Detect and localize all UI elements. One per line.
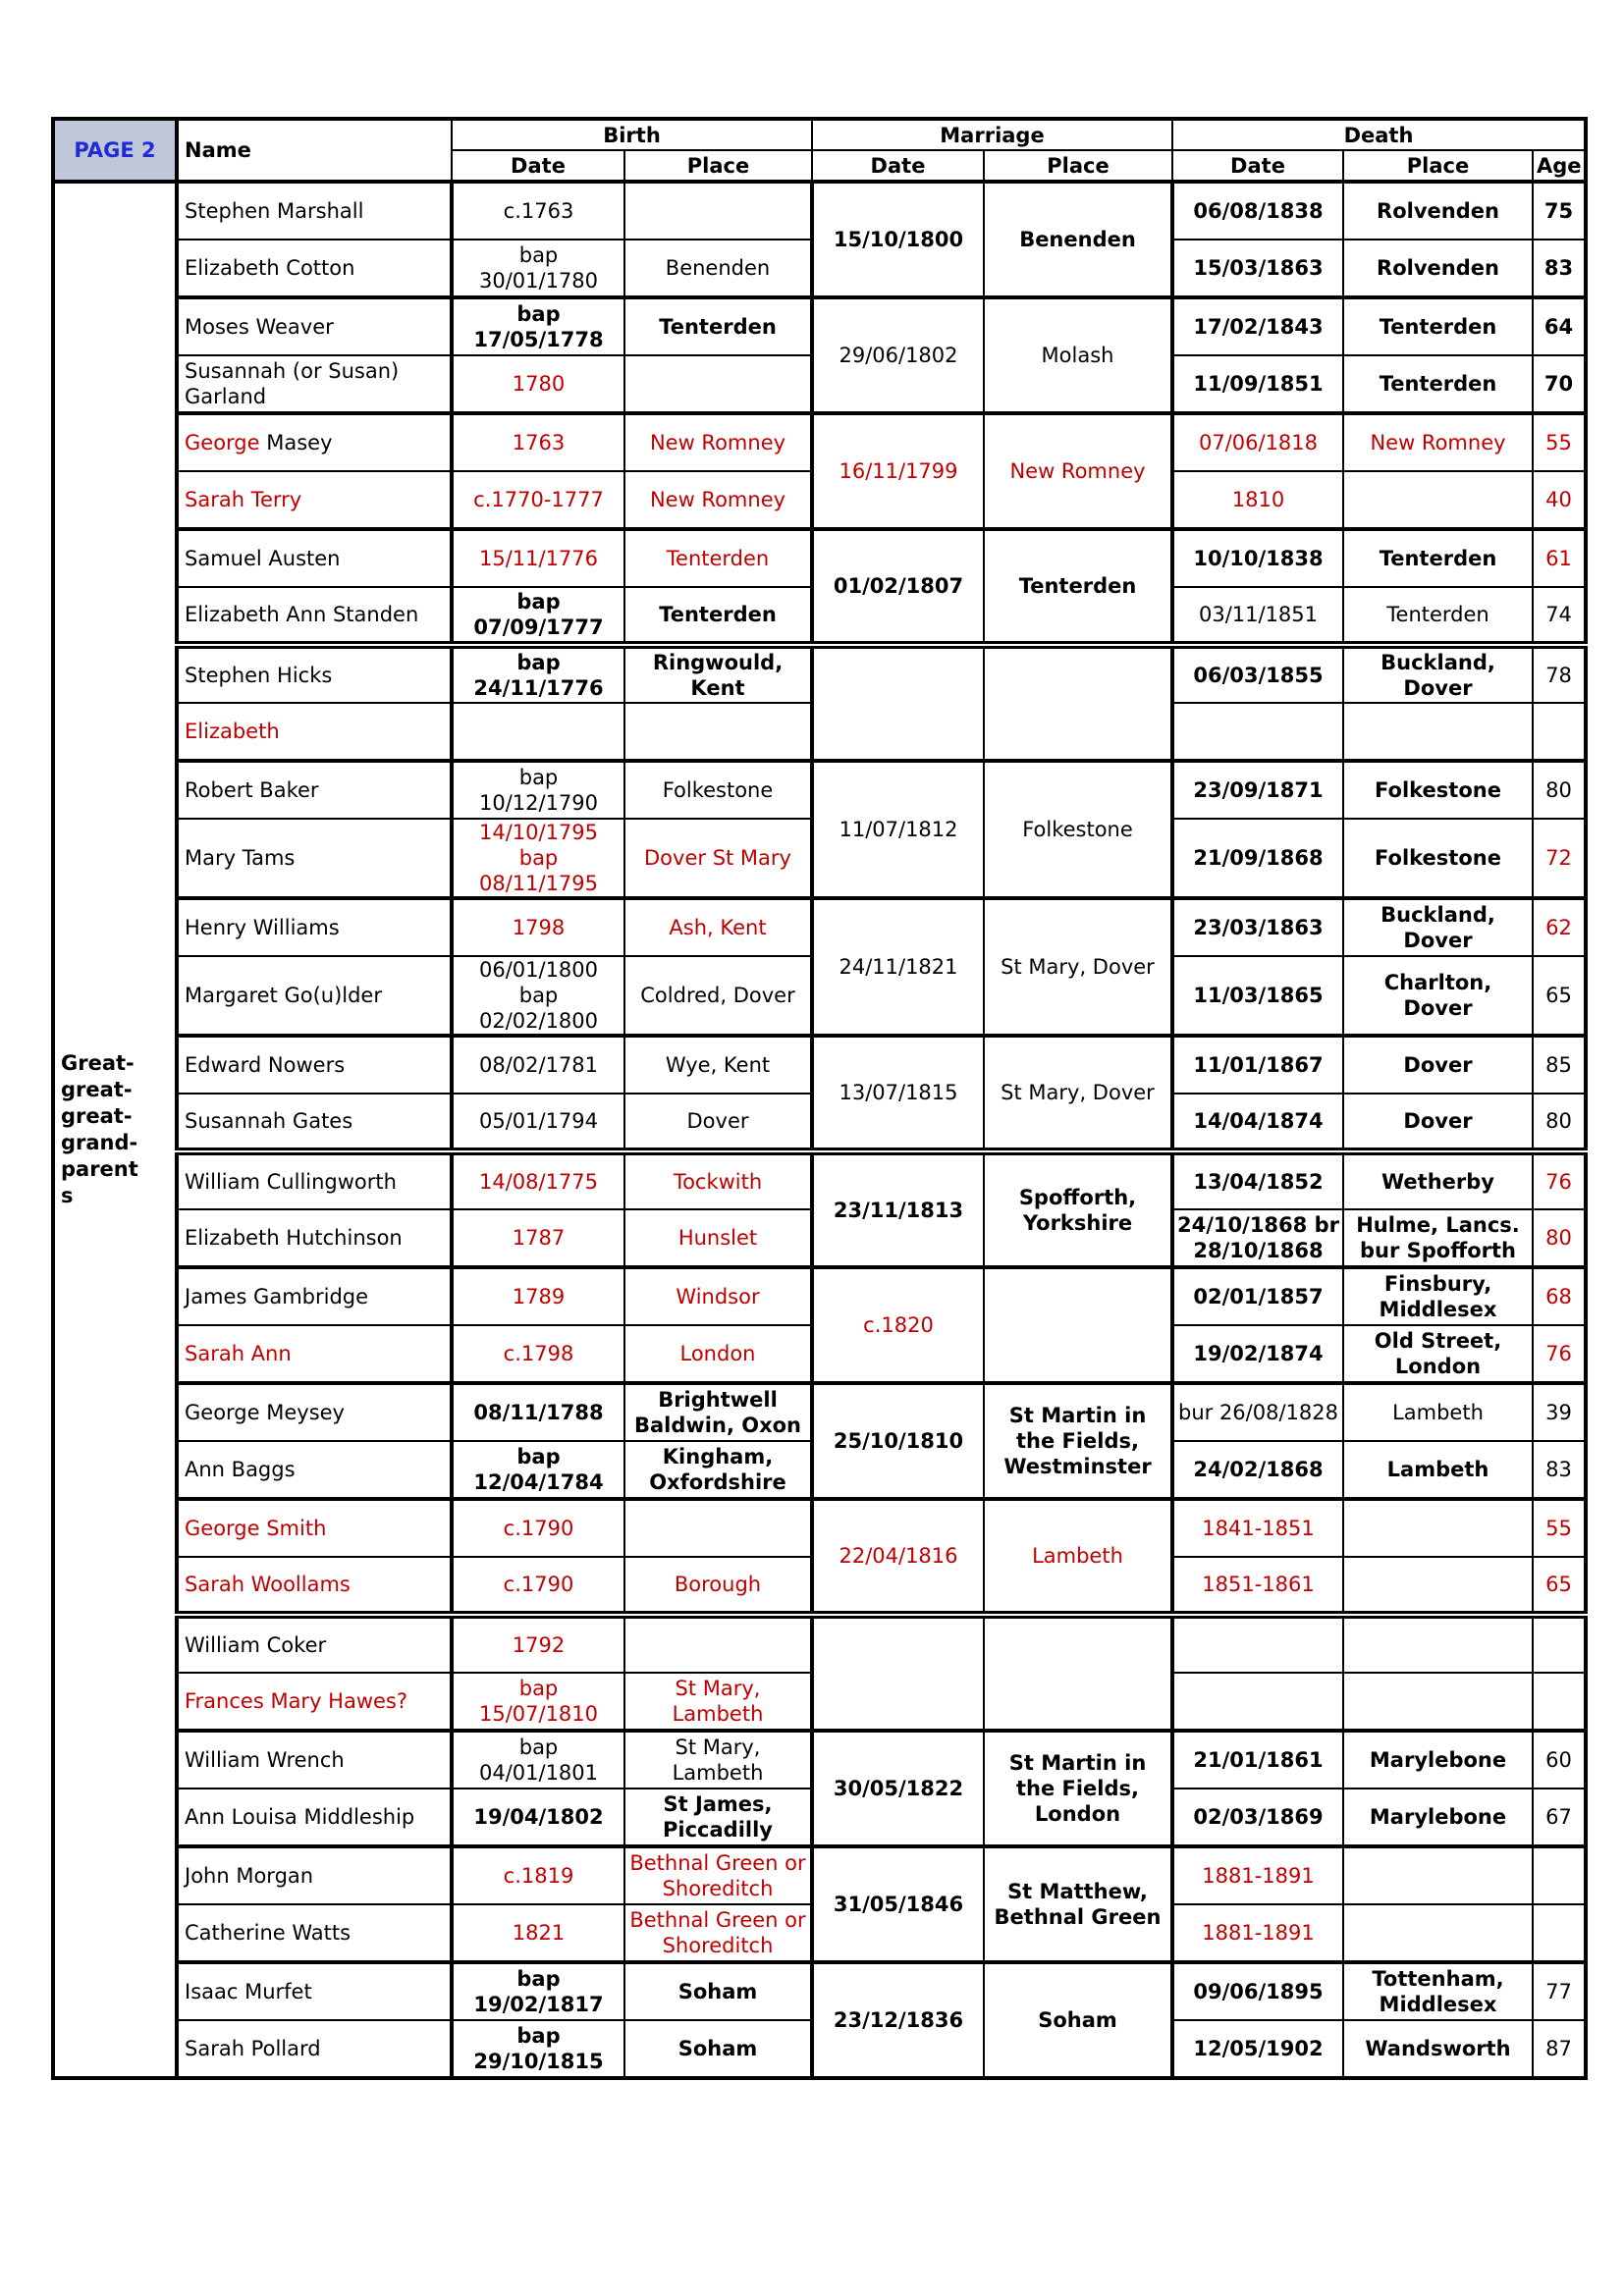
marriage-place: Folkestone — [984, 761, 1172, 898]
marriage-place: Lambeth — [984, 1499, 1172, 1615]
marriage-place — [984, 1267, 1172, 1383]
death-place: Rolvenden — [1343, 240, 1533, 297]
birth-date: bap 17/05/1778 — [452, 297, 624, 355]
marriage-date: 24/11/1821 — [812, 898, 984, 1036]
birth-place — [624, 1499, 812, 1557]
birth-date: 1792 — [452, 1615, 624, 1673]
death-date: 13/04/1852 — [1172, 1151, 1343, 1209]
person-name: Sarah Pollard — [177, 2020, 452, 2078]
birth-place: London — [624, 1325, 812, 1383]
death-age: 60 — [1533, 1731, 1586, 1789]
person-name: Elizabeth Cotton — [177, 240, 452, 297]
death-date: 11/01/1867 — [1172, 1036, 1343, 1094]
marriage-place: St Mary, Dover — [984, 898, 1172, 1036]
marriage-place: St Matthew, Bethnal Green — [984, 1846, 1172, 1962]
death-age: 65 — [1533, 1557, 1586, 1615]
death-date: 06/08/1838 — [1172, 182, 1343, 240]
death-age: 85 — [1533, 1036, 1586, 1094]
death-place — [1343, 1557, 1533, 1615]
death-place: Dover — [1343, 1036, 1533, 1094]
marriage-date: 31/05/1846 — [812, 1846, 984, 1962]
birth-date: c.1790 — [452, 1557, 624, 1615]
birth-place: Soham — [624, 2020, 812, 2078]
person-name: Edward Nowers — [177, 1036, 452, 1094]
death-date: 23/09/1871 — [1172, 761, 1343, 819]
marriage-place: Spofforth, Yorkshire — [984, 1151, 1172, 1267]
birth-place: St Mary, Lambeth — [624, 1731, 812, 1789]
birth-place: Tenterden — [624, 587, 812, 645]
death-date: 23/03/1863 — [1172, 898, 1343, 956]
birth-date: 15/11/1776 — [452, 529, 624, 587]
person-first-name: George — [185, 431, 260, 454]
person-name: Susannah (or Susan) Garland — [177, 355, 452, 413]
age-header: Age — [1533, 150, 1586, 182]
death-age: 65 — [1533, 956, 1586, 1036]
marriage-place: Benenden — [984, 182, 1172, 297]
birth-date: c.1770-1777 — [452, 471, 624, 529]
death-date: 03/11/1851 — [1172, 587, 1343, 645]
birth-date: bap 15/07/1810 — [452, 1673, 624, 1731]
birth-date: bap 24/11/1776 — [452, 645, 624, 703]
death-age: 70 — [1533, 355, 1586, 413]
birth-place — [624, 355, 812, 413]
marriage-date: 01/02/1807 — [812, 529, 984, 645]
birth-place: Tockwith — [624, 1151, 812, 1209]
death-age: 74 — [1533, 587, 1586, 645]
person-name: Margaret Go(u)lder — [177, 956, 452, 1036]
death-age: 78 — [1533, 645, 1586, 703]
birth-place: Ringwould, Kent — [624, 645, 812, 703]
death-date: 12/05/1902 — [1172, 2020, 1343, 2078]
birth-place-header: Place — [624, 150, 812, 182]
death-place: Tenterden — [1343, 297, 1533, 355]
birth-date: 14/10/1795 bap 08/11/1795 — [452, 819, 624, 898]
death-age: 61 — [1533, 529, 1586, 587]
table-row — [53, 1615, 1586, 1673]
table-row — [53, 1962, 1586, 2020]
marriage-date: 23/12/1836 — [812, 1962, 984, 2078]
death-age: 72 — [1533, 819, 1586, 898]
birth-place — [624, 703, 812, 761]
death-date: 19/02/1874 — [1172, 1325, 1343, 1383]
person-name: Sarah Ann — [177, 1325, 452, 1383]
birth-place: Soham — [624, 1962, 812, 2020]
person-name: Catherine Watts — [177, 1904, 452, 1962]
death-place — [1343, 1499, 1533, 1557]
death-age: 87 — [1533, 2020, 1586, 2078]
generation-text: Great-great-great-grand-parents — [61, 1051, 138, 1207]
birth-date: bap 04/01/1801 — [452, 1731, 624, 1789]
birth-place: Folkestone — [624, 761, 812, 819]
birth-place: Wye, Kent — [624, 1036, 812, 1094]
death-date: bur 26/08/1828 — [1172, 1383, 1343, 1441]
marriage-place: Molash — [984, 297, 1172, 413]
page-label: PAGE 2 — [53, 119, 177, 182]
marriage-place: New Romney — [984, 413, 1172, 529]
genealogy-sheet — [51, 117, 1588, 2080]
death-date: 11/09/1851 — [1172, 355, 1343, 413]
death-place — [1343, 1846, 1533, 1904]
person-name: George Meysey — [177, 1383, 452, 1441]
death-date — [1172, 1615, 1343, 1673]
death-place: Folkestone — [1343, 819, 1533, 898]
birth-place: New Romney — [624, 413, 812, 471]
birth-place — [624, 1615, 812, 1673]
death-date: 10/10/1838 — [1172, 529, 1343, 587]
birth-date: 1821 — [452, 1904, 624, 1962]
death-age — [1533, 1846, 1586, 1904]
marriage-date: c.1820 — [812, 1267, 984, 1383]
person-name: George Smith — [177, 1499, 452, 1557]
death-age: 62 — [1533, 898, 1586, 956]
table-row — [53, 182, 1586, 240]
table-row — [53, 529, 1586, 587]
marriage-place — [984, 645, 1172, 761]
birth-date: 1798 — [452, 898, 624, 956]
marriage-place: Tenterden — [984, 529, 1172, 645]
marriage-date: 22/04/1816 — [812, 1499, 984, 1615]
marriage-date: 15/10/1800 — [812, 182, 984, 297]
birth-date: c.1819 — [452, 1846, 624, 1904]
death-age: 40 — [1533, 471, 1586, 529]
birth-place: Hunslet — [624, 1209, 812, 1267]
death-place: Buckland, Dover — [1343, 645, 1533, 703]
death-place: Wetherby — [1343, 1151, 1533, 1209]
death-place: Wandsworth — [1343, 2020, 1533, 2078]
marriage-place: St Martin in the Fields, Westminster — [984, 1383, 1172, 1499]
person-name: William Cullingworth — [177, 1151, 452, 1209]
birth-place: Benenden — [624, 240, 812, 297]
marriage-date: 25/10/1810 — [812, 1383, 984, 1499]
marriage-date — [812, 645, 984, 761]
death-place: Tenterden — [1343, 355, 1533, 413]
birth-header: Birth — [452, 119, 812, 150]
marriage-date: 11/07/1812 — [812, 761, 984, 898]
person-name: Frances Mary Hawes? — [177, 1673, 452, 1731]
table-row — [53, 1846, 1586, 1904]
death-place: Old Street, London — [1343, 1325, 1533, 1383]
death-place: New Romney — [1343, 413, 1533, 471]
birth-date: 08/02/1781 — [452, 1036, 624, 1094]
person-name: John Morgan — [177, 1846, 452, 1904]
death-age: 76 — [1533, 1151, 1586, 1209]
birth-date: c.1798 — [452, 1325, 624, 1383]
marriage-date-header: Date — [812, 150, 984, 182]
name-header: Name — [177, 119, 452, 182]
birth-date: 1780 — [452, 355, 624, 413]
ancestry-table — [51, 117, 1588, 2080]
table-row — [53, 297, 1586, 355]
person-name: Ann Baggs — [177, 1441, 452, 1499]
death-age: 80 — [1533, 761, 1586, 819]
birth-date-header: Date — [452, 150, 624, 182]
death-age: 80 — [1533, 1209, 1586, 1267]
birth-place: Kingham, Oxfordshire — [624, 1441, 812, 1499]
death-date: 1851-1861 — [1172, 1557, 1343, 1615]
death-header: Death — [1172, 119, 1586, 150]
table-row — [53, 645, 1586, 703]
person-name: Henry Williams — [177, 898, 452, 956]
death-place: Rolvenden — [1343, 182, 1533, 240]
birth-place — [624, 182, 812, 240]
person-name: Elizabeth Ann Standen — [177, 587, 452, 645]
person-name: Robert Baker — [177, 761, 452, 819]
person-name: Sarah Terry — [177, 471, 452, 529]
death-age: 83 — [1533, 240, 1586, 297]
birth-date: bap 29/10/1815 — [452, 2020, 624, 2078]
death-age: 55 — [1533, 413, 1586, 471]
person-name: William Coker — [177, 1615, 452, 1673]
birth-place: Dover — [624, 1094, 812, 1151]
table-row — [53, 898, 1586, 956]
birth-place: Tenterden — [624, 529, 812, 587]
person-name: Mary Tams — [177, 819, 452, 898]
birth-date: c.1790 — [452, 1499, 624, 1557]
person-name: Isaac Murfet — [177, 1962, 452, 2020]
marriage-date: 29/06/1802 — [812, 297, 984, 413]
person-name: Samuel Austen — [177, 529, 452, 587]
death-age — [1533, 1673, 1586, 1731]
birth-date: bap 07/09/1777 — [452, 587, 624, 645]
marriage-place: Soham — [984, 1962, 1172, 2078]
generation-label — [53, 182, 177, 2078]
person-last-name: Masey — [259, 431, 333, 454]
death-place — [1343, 1673, 1533, 1731]
marriage-place-header: Place — [984, 150, 1172, 182]
person-name: Stephen Marshall — [177, 182, 452, 240]
birth-date: bap 10/12/1790 — [452, 761, 624, 819]
birth-date: bap 30/01/1780 — [452, 240, 624, 297]
birth-place: St Mary, Lambeth — [624, 1673, 812, 1731]
death-place — [1343, 703, 1533, 761]
person-name: Ann Louisa Middleship — [177, 1789, 452, 1846]
death-date: 1881-1891 — [1172, 1904, 1343, 1962]
marriage-place: St Mary, Dover — [984, 1036, 1172, 1151]
birth-place: Borough — [624, 1557, 812, 1615]
death-date: 09/06/1895 — [1172, 1962, 1343, 2020]
table-row — [53, 1267, 1586, 1325]
death-age — [1533, 1615, 1586, 1673]
death-date: 24/10/1868 br 28/10/1868 — [1172, 1209, 1343, 1267]
marriage-header: Marriage — [812, 119, 1172, 150]
death-date: 07/06/1818 — [1172, 413, 1343, 471]
death-age: 67 — [1533, 1789, 1586, 1846]
death-date: 1810 — [1172, 471, 1343, 529]
death-place — [1343, 471, 1533, 529]
person-name: Moses Weaver — [177, 297, 452, 355]
death-age: 80 — [1533, 1094, 1586, 1151]
marriage-place: St Martin in the Fields, London — [984, 1731, 1172, 1846]
death-place: Tenterden — [1343, 587, 1533, 645]
birth-date — [452, 703, 624, 761]
table-row — [53, 1499, 1586, 1557]
birth-date: 19/04/1802 — [452, 1789, 624, 1846]
person-name — [177, 413, 452, 471]
person-name: Stephen Hicks — [177, 645, 452, 703]
death-date: 1841-1851 — [1172, 1499, 1343, 1557]
death-date-header: Date — [1172, 150, 1343, 182]
marriage-date: 16/11/1799 — [812, 413, 984, 529]
birth-date: 05/01/1794 — [452, 1094, 624, 1151]
death-place: Finsbury, Middlesex — [1343, 1267, 1533, 1325]
death-age: 64 — [1533, 297, 1586, 355]
death-age — [1533, 703, 1586, 761]
death-date: 14/04/1874 — [1172, 1094, 1343, 1151]
person-name: Elizabeth Hutchinson — [177, 1209, 452, 1267]
birth-place: New Romney — [624, 471, 812, 529]
table-row — [53, 1151, 1586, 1209]
birth-place: Bethnal Green or Shoreditch — [624, 1846, 812, 1904]
death-age: 75 — [1533, 182, 1586, 240]
marriage-date: 23/11/1813 — [812, 1151, 984, 1267]
birth-place: Brightwell Baldwin, Oxon — [624, 1383, 812, 1441]
table-row — [53, 1383, 1586, 1441]
birth-date: 1789 — [452, 1267, 624, 1325]
death-date — [1172, 703, 1343, 761]
death-place: Buckland, Dover — [1343, 898, 1533, 956]
death-place — [1343, 1615, 1533, 1673]
death-place — [1343, 1904, 1533, 1962]
death-date: 02/03/1869 — [1172, 1789, 1343, 1846]
birth-date: 06/01/1800 bap 02/02/1800 — [452, 956, 624, 1036]
death-date: 11/03/1865 — [1172, 956, 1343, 1036]
table-row — [53, 761, 1586, 819]
death-place: Tottenham, Middlesex — [1343, 1962, 1533, 2020]
death-place: Lambeth — [1343, 1441, 1533, 1499]
death-date: 21/09/1868 — [1172, 819, 1343, 898]
death-date: 06/03/1855 — [1172, 645, 1343, 703]
birth-date: 1763 — [452, 413, 624, 471]
birth-date: bap 12/04/1784 — [452, 1441, 624, 1499]
person-name: William Wrench — [177, 1731, 452, 1789]
death-age: 83 — [1533, 1441, 1586, 1499]
birth-date: 1787 — [452, 1209, 624, 1267]
table-row — [53, 413, 1586, 471]
birth-date: bap 19/02/1817 — [452, 1962, 624, 2020]
birth-date: 14/08/1775 — [452, 1151, 624, 1209]
marriage-date: 30/05/1822 — [812, 1731, 984, 1846]
birth-place: Dover St Mary — [624, 819, 812, 898]
death-date: 17/02/1843 — [1172, 297, 1343, 355]
death-place: Tenterden — [1343, 529, 1533, 587]
death-place: Marylebone — [1343, 1731, 1533, 1789]
death-age: 77 — [1533, 1962, 1586, 2020]
birth-date: c.1763 — [452, 182, 624, 240]
birth-place: Windsor — [624, 1267, 812, 1325]
birth-place: Tenterden — [624, 297, 812, 355]
death-place: Lambeth — [1343, 1383, 1533, 1441]
birth-place: Coldred, Dover — [624, 956, 812, 1036]
death-place: Dover — [1343, 1094, 1533, 1151]
marriage-date: 13/07/1815 — [812, 1036, 984, 1151]
table-row — [53, 1036, 1586, 1094]
death-age: 39 — [1533, 1383, 1586, 1441]
death-date — [1172, 1673, 1343, 1731]
person-name: Sarah Woollams — [177, 1557, 452, 1615]
death-age: 55 — [1533, 1499, 1586, 1557]
death-date: 1881-1891 — [1172, 1846, 1343, 1904]
death-place: Charlton, Dover — [1343, 956, 1533, 1036]
person-name: Susannah Gates — [177, 1094, 452, 1151]
table-row — [53, 1731, 1586, 1789]
death-place: Hulme, Lancs. bur Spofforth — [1343, 1209, 1533, 1267]
death-place: Folkestone — [1343, 761, 1533, 819]
birth-place: St James, Piccadilly — [624, 1789, 812, 1846]
death-age — [1533, 1904, 1586, 1962]
birth-place: Ash, Kent — [624, 898, 812, 956]
marriage-place — [984, 1615, 1172, 1731]
birth-date: 08/11/1788 — [452, 1383, 624, 1441]
death-date: 21/01/1861 — [1172, 1731, 1343, 1789]
death-date: 24/02/1868 — [1172, 1441, 1343, 1499]
death-place-header: Place — [1343, 150, 1533, 182]
person-name: James Gambridge — [177, 1267, 452, 1325]
death-age: 76 — [1533, 1325, 1586, 1383]
table-body — [53, 182, 1586, 2078]
birth-place: Bethnal Green or Shoreditch — [624, 1904, 812, 1962]
death-date: 02/01/1857 — [1172, 1267, 1343, 1325]
death-place: Marylebone — [1343, 1789, 1533, 1846]
death-age: 68 — [1533, 1267, 1586, 1325]
death-date: 15/03/1863 — [1172, 240, 1343, 297]
person-name: Elizabeth — [177, 703, 452, 761]
marriage-date — [812, 1615, 984, 1731]
